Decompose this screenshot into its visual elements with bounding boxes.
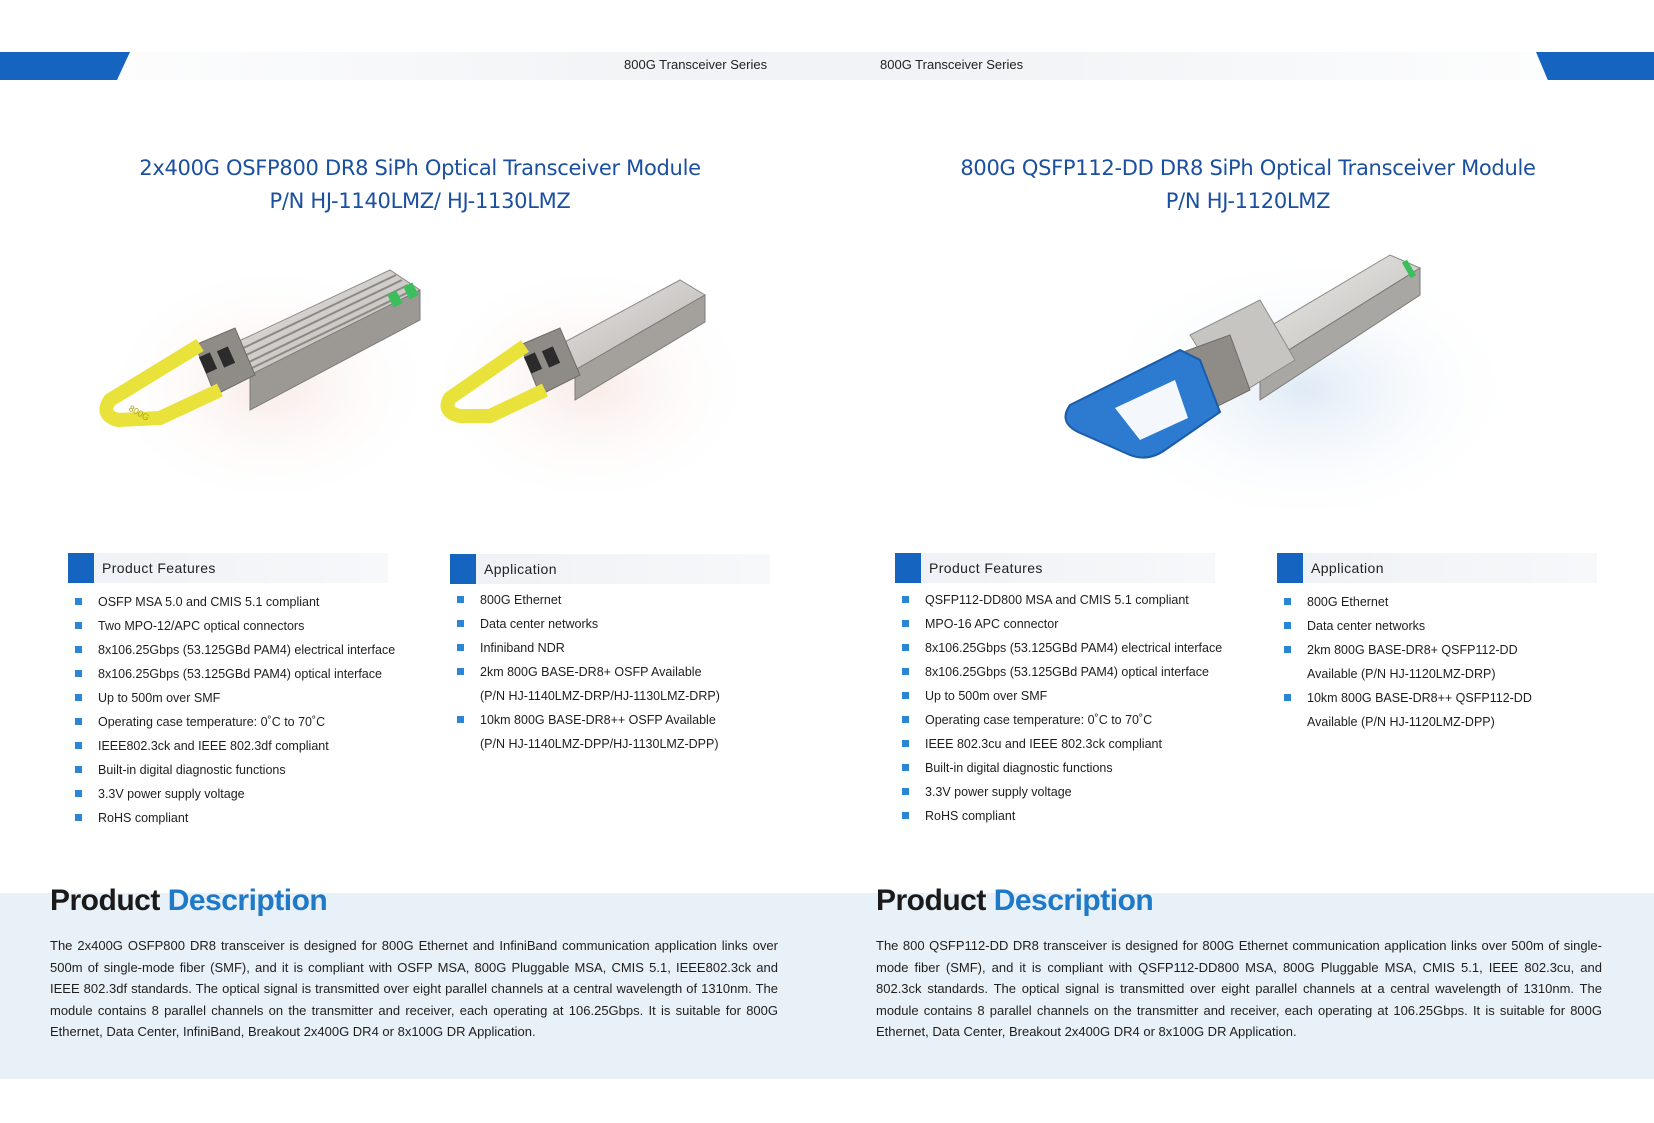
right-features-list [900, 588, 1222, 828]
list-item: QSFP112-DD800 MSA and CMIS 5.1 compliant [900, 588, 1222, 612]
left-features-list [73, 590, 395, 830]
list-item: 800G Ethernet [1282, 590, 1532, 614]
list-item: 8x106.25Gbps (53.125GBd PAM4) optical interface [73, 662, 395, 686]
list-item: RoHS compliant [900, 804, 1222, 828]
list-item: RoHS compliant [73, 806, 395, 830]
left-product-title [40, 152, 800, 218]
right-title-line1: 800G QSFP112-DD DR8 SiPh Optical Transceiver Module [960, 156, 1536, 180]
list-item: Operating case temperature: 0˚C to 70˚C [73, 710, 395, 734]
list-item: Built-in digital diagnostic functions [73, 758, 395, 782]
list-item: 800G Ethernet [455, 588, 720, 612]
list-item-continuation: Available (P/N HJ-1120LMZ-DRP) [1307, 667, 1496, 681]
list-item: Up to 500m over SMF [73, 686, 395, 710]
right-product-image [1060, 240, 1560, 530]
left-features-header: Product Features [68, 553, 388, 583]
list-item: IEEE 802.3cu and IEEE 802.3ck compliant [900, 732, 1222, 756]
left-application-list [455, 588, 720, 756]
section-marker-icon [1277, 553, 1303, 583]
header-accent-left [0, 52, 130, 80]
right-title-part-number: P/N HJ-1120LMZ [1165, 189, 1331, 213]
list-item: MPO-16 APC connector [900, 612, 1222, 636]
list-item: 2km 800G BASE-DR8+ QSFP112-DD [1282, 638, 1532, 662]
section-marker-icon [68, 553, 94, 583]
list-item: 8x106.25Gbps (53.125GBd PAM4) electrical interface [73, 638, 395, 662]
list-item: Data center networks [455, 612, 720, 636]
list-item-continuation: Available (P/N HJ-1120LMZ-DPP) [1307, 715, 1495, 729]
list-item-continuation: (P/N HJ-1140LMZ-DPP/HJ-1130LMZ-DPP) [480, 737, 719, 751]
list-item: 10km 800G BASE-DR8++ OSFP Available [455, 708, 720, 732]
list-item: Operating case temperature: 0˚C to 70˚C [900, 708, 1222, 732]
right-application-list [1282, 590, 1532, 734]
list-item: OSFP MSA 5.0 and CMIS 5.1 compliant [73, 590, 395, 614]
right-features-header: Product Features [895, 553, 1215, 583]
right-product-title [868, 152, 1628, 218]
list-item: Two MPO-12/APC optical connectors [73, 614, 395, 638]
list-item: IEEE802.3ck and IEEE 802.3df compliant [73, 734, 395, 758]
left-title-part-number: P/N HJ-1140LMZ/ HJ-1130LMZ [269, 189, 571, 213]
list-item: 3.3V power supply voltage [73, 782, 395, 806]
left-product-image [90, 250, 770, 520]
list-item: Up to 500m over SMF [900, 684, 1222, 708]
left-title-line1: 2x400G OSFP800 DR8 SiPh Optical Transceiver Module [139, 156, 701, 180]
section-marker-icon [450, 554, 476, 584]
right-description-text: The 800 QSFP112-DD DR8 transceiver is designed for 800G Ethernet communication application links over 500m of single-mode fiber (SMF), and it is compliant with QSFP112-DD800 MSA, 800G Pluggable MSA, CMIS 5.1, IEEE 802.3cu, and 802.3ck standards. The optical signal is transmitted over eight parallel channels at a central wavelength of 1310nm. The module contains 8 parallel channels on the transmitter and receiver, each operating at 106.25Gbps. It is suitable for 800G Ethernet, Data Center, Breakout 2x400G DR4 or 8x100G DR Application. [876, 938, 1602, 1039]
list-item: 8x106.25Gbps (53.125GBd PAM4) electrical interface [900, 636, 1222, 660]
header-band [0, 52, 1654, 80]
header-series-label-left: 800G Transceiver Series [624, 57, 768, 72]
left-description-heading: Product Description [50, 884, 328, 917]
left-application-header: Application [450, 554, 770, 584]
list-item: 10km 800G BASE-DR8++ QSFP112-DD [1282, 686, 1532, 710]
list-item: Infiniband NDR [455, 636, 720, 660]
section-marker-icon [895, 553, 921, 583]
left-description-text: The 2x400G OSFP800 DR8 transceiver is designed for 800G Ethernet and InfiniBand communication application links over 500m of single-mode fiber (SMF), and it is compliant with OSFP MSA, 800G Pluggable MSA, CMIS 5.1, IEEE802.3ck and IEEE 802.3df standards. The optical signal is transmitted over eight parallel channels at a central wavelength of 1310nm. The module contains 8 parallel channels on the transmitter and receiver, each operating at 106.25Gbps. It is suitable for 800G Ethernet, Data Center, InfiniBand, Breakout 2x400G DR4 or 8x100G DR Application. [50, 938, 778, 1039]
list-item: 8x106.25Gbps (53.125GBd PAM4) optical interface [900, 660, 1222, 684]
pull-tab-label: 800G [127, 403, 152, 423]
list-item: Built-in digital diagnostic functions [900, 756, 1222, 780]
list-item-continuation: (P/N HJ-1140LMZ-DRP/HJ-1130LMZ-DRP) [480, 689, 720, 703]
list-item: Data center networks [1282, 614, 1532, 638]
list-item: 2km 800G BASE-DR8+ OSFP Available [455, 660, 720, 684]
header-series-label-right: 800G Transceiver Series [880, 57, 1024, 72]
right-description-heading: Product Description [876, 884, 1154, 917]
right-application-header: Application [1277, 553, 1597, 583]
list-item: 3.3V power supply voltage [900, 780, 1222, 804]
header-accent-right [1536, 52, 1654, 80]
